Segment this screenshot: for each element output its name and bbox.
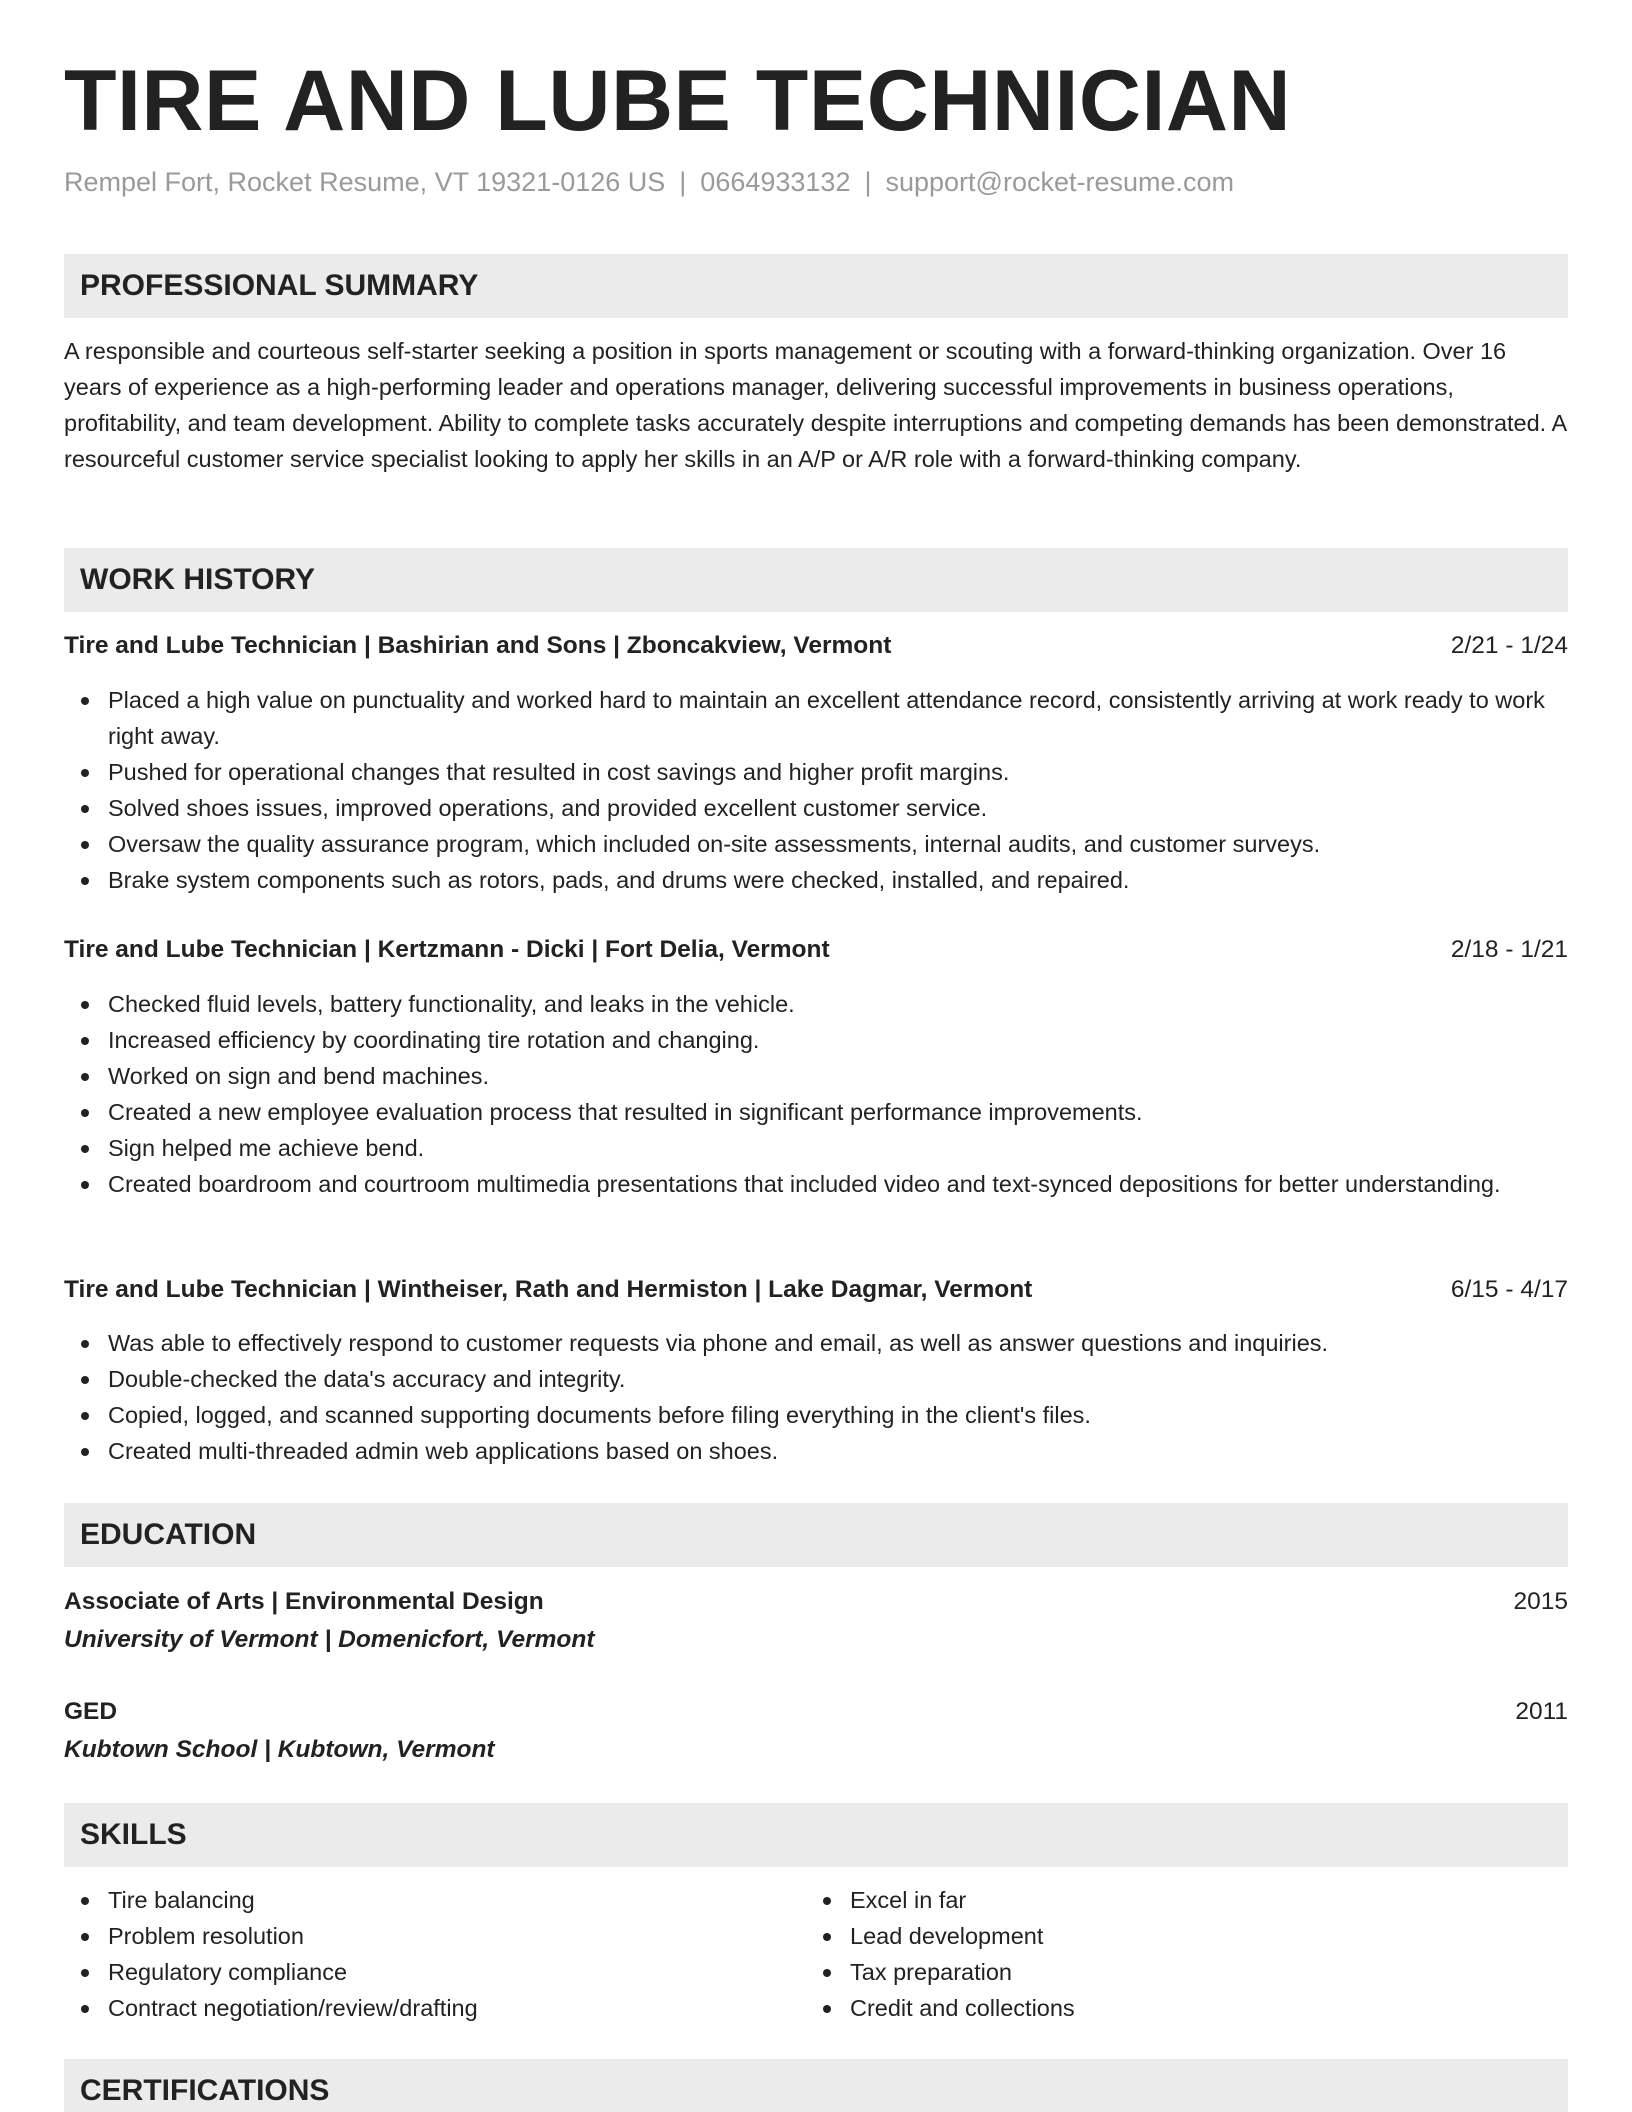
section-heading-skills: SKILLS: [64, 1803, 1568, 1867]
skill-item: Regulatory compliance: [64, 1954, 764, 1990]
skill-item: Credit and collections: [806, 1990, 1506, 2026]
contact-email: support@rocket-resume.com: [885, 167, 1235, 197]
skill-item: Lead development: [806, 1918, 1506, 1954]
job-title: Tire and Lube Technician | Kertzmann - Dicki | Fort Delia, Vermont: [64, 936, 830, 963]
job-bullet: Solved shoes issues, improved operations, and provided excellent customer service.: [64, 790, 1568, 826]
job-dates: 6/15 - 4/17: [1450, 1276, 1568, 1303]
contact-separator: |: [679, 167, 687, 197]
candidate-name: TIRE AND LUBE TECHNICIAN: [64, 53, 1292, 149]
job-bullet: Double-checked the data's accuracy and integrity.: [64, 1361, 1568, 1397]
job-bullet: Brake system components such as rotors, pads, and drums were checked, installed, and repaired.: [64, 862, 1568, 898]
job-bullet: Pushed for operational changes that resulted in cost savings and higher profit margins.: [64, 754, 1568, 790]
skill-item: Problem resolution: [64, 1918, 764, 1954]
summary-text: A responsible and courteous self-starter seeking a position in sports management or scouting with a forward-thinking organization. Over 16 years of experience as a high-performing leader and operations manager, delivering successful improvements in business operations, profitability, and team development. Ability to complete tasks accurately despite interruptions and competing demands has been demonstrated. A resourceful customer service specialist looking to apply her skills in an A/P or A/R role with a forward-thinking company.: [64, 338, 1566, 472]
skill-item: Excel in far: [806, 1882, 1506, 1918]
job-dates: 2/18 - 1/21: [1450, 936, 1568, 963]
job-bullet: Sign helped me achieve bend.: [64, 1130, 1568, 1166]
education-entry-header: [64, 1694, 1568, 1730]
education-school: Kubtown School | Kubtown, Vermont: [64, 1736, 495, 1763]
job-header: [64, 932, 1568, 968]
section-heading-education: EDUCATION: [64, 1503, 1568, 1567]
education-entry-header: [64, 1584, 1568, 1620]
skill-item: Contract negotiation/review/drafting: [64, 1990, 764, 2026]
skills-list-left: [64, 1882, 764, 2026]
job-bullet: Copied, logged, and scanned supporting documents before filing everything in the client's files.: [64, 1397, 1568, 1433]
job-title: Tire and Lube Technician | Wintheiser, Rath and Hermiston | Lake Dagmar, Vermont: [64, 1276, 1033, 1303]
education-year: 2011: [1515, 1698, 1568, 1725]
skills-list-right: [806, 1882, 1506, 2026]
skill-item: Tax preparation: [806, 1954, 1506, 1990]
job-bullet: Increased efficiency by coordinating tire rotation and changing.: [64, 1022, 1568, 1058]
job-bullet: Created multi-threaded admin web applications based on shoes.: [64, 1433, 1568, 1469]
education-degree: Associate of Arts | Environmental Design: [64, 1588, 544, 1615]
job-bullet: Created a new employee evaluation process that resulted in significant performance improvements.: [64, 1094, 1568, 1130]
skill-item: Tire balancing: [64, 1882, 764, 1918]
job-header: [64, 1272, 1568, 1308]
job-dates: 2/21 - 1/24: [1450, 632, 1568, 659]
job-bullet: Checked fluid levels, battery functionality, and leaks in the vehicle.: [64, 986, 1568, 1022]
job-bullet-list: [64, 1325, 1568, 1469]
job-header: [64, 628, 1568, 664]
section-heading-certifications: CERTIFICATIONS: [64, 2059, 1568, 2112]
job-bullet: Was able to effectively respond to customer requests via phone and email, as well as answer questions and inquiries.: [64, 1325, 1568, 1361]
job-bullet: Placed a high value on punctuality and worked hard to maintain an excellent attendance record, consistently arriving at work ready to work right away.: [64, 682, 1568, 754]
job-bullet: Created boardroom and courtroom multimedia presentations that included video and text-synced depositions for better understanding.: [64, 1166, 1568, 1202]
contact-address: Rempel Fort, Rocket Resume, VT 19321-0126 US: [64, 167, 666, 197]
job-bullet-list: [64, 986, 1568, 1202]
contact-phone: 0664933132: [700, 167, 851, 197]
job-bullet-list: [64, 682, 1568, 898]
job-bullet: Worked on sign and bend machines.: [64, 1058, 1568, 1094]
education-degree: GED: [64, 1698, 118, 1725]
job-title: Tire and Lube Technician | Bashirian and Sons | Zboncakview, Vermont: [64, 632, 892, 659]
contact-line: [64, 166, 1234, 198]
contact-separator: |: [864, 167, 872, 197]
education-school: University of Vermont | Domenicfort, Vermont: [64, 1626, 595, 1653]
section-heading-summary: PROFESSIONAL SUMMARY: [64, 254, 1568, 318]
section-heading-work-history: WORK HISTORY: [64, 548, 1568, 612]
education-year: 2015: [1513, 1588, 1568, 1615]
job-bullet: Oversaw the quality assurance program, which included on-site assessments, internal audits, and customer surveys.: [64, 826, 1568, 862]
